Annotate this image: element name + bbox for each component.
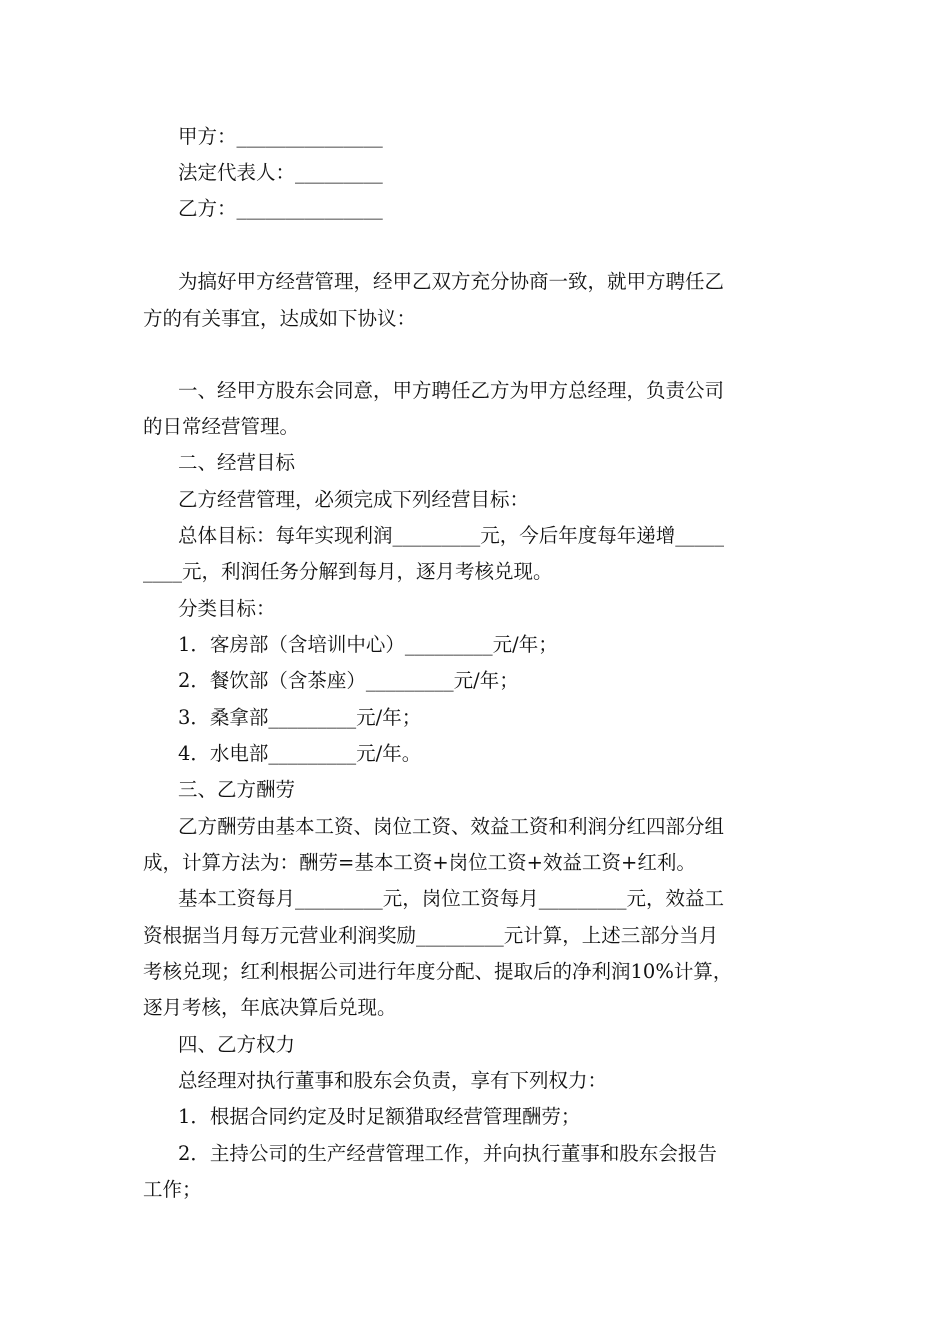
section-4-heading: 四、乙方权力	[178, 1033, 296, 1056]
category-item-3: 3．桑拿部_________元/年；	[178, 706, 422, 729]
section-2-heading: 二、经营目标	[178, 451, 296, 474]
category-item-1: 1．客房部（含培训中心）_________元/年；	[178, 633, 558, 656]
legal-representative-line: 法定代表人：_________	[178, 161, 383, 184]
clause-1-line-2: 的日常经营管理。	[143, 415, 300, 438]
salary-line-1: 基本工资每月_________元，岗位工资每月_________元，效益工	[178, 887, 725, 910]
party-b-line: 乙方：_______________	[178, 197, 383, 220]
category-item-2: 2．餐饮部（含茶座）_________元/年；	[178, 669, 519, 692]
overall-target-line-2: ____元，利润任务分解到每月，逐月考核兑现。	[143, 560, 553, 583]
remuneration-line-1: 乙方酬劳由基本工资、岗位工资、效益工资和利润分红四部分组	[178, 815, 725, 838]
section-2-intro: 乙方经营管理，必须完成下列经营目标：	[178, 488, 530, 511]
authority-item-2-line-1: 2．主持公司的生产经营管理工作，并向执行董事和股东会报告	[178, 1142, 717, 1165]
salary-line-3: 考核兑现；红利根据公司进行年度分配、提取后的净利润10%计算，	[143, 960, 733, 983]
category-item-4: 4．水电部_________元/年。	[178, 742, 422, 765]
authority-intro: 总经理对执行董事和股东会负责，享有下列权力：	[178, 1069, 608, 1092]
preamble-line-2: 方的有关事宜，达成如下协议：	[143, 307, 417, 330]
salary-line-2: 资根据当月每万元营业利润奖励_________元计算，上述三部分当月	[143, 924, 719, 947]
authority-item-1: 1．根据合同约定及时足额猎取经营管理酬劳；	[178, 1105, 581, 1128]
preamble-line-1: 为搞好甲方经营管理，经甲乙双方充分协商一致，就甲方聘任乙	[178, 270, 725, 293]
remuneration-line-2: 成，计算方法为：酬劳=基本工资+岗位工资+效益工资+红利。	[143, 851, 696, 874]
authority-item-2-line-2: 工作；	[143, 1178, 202, 1201]
section-3-heading: 三、乙方酬劳	[178, 778, 296, 801]
category-target-heading: 分类目标：	[178, 597, 276, 620]
overall-target-line-1: 总体目标：每年实现利润_________元，今后年度每年递增_____	[178, 524, 725, 547]
clause-1-line-1: 一、经甲方股东会同意，甲方聘任乙方为甲方总经理，负责公司	[178, 379, 725, 402]
party-a-line: 甲方：_______________	[178, 125, 383, 148]
salary-line-4: 逐月考核，年底决算后兑现。	[143, 996, 397, 1019]
